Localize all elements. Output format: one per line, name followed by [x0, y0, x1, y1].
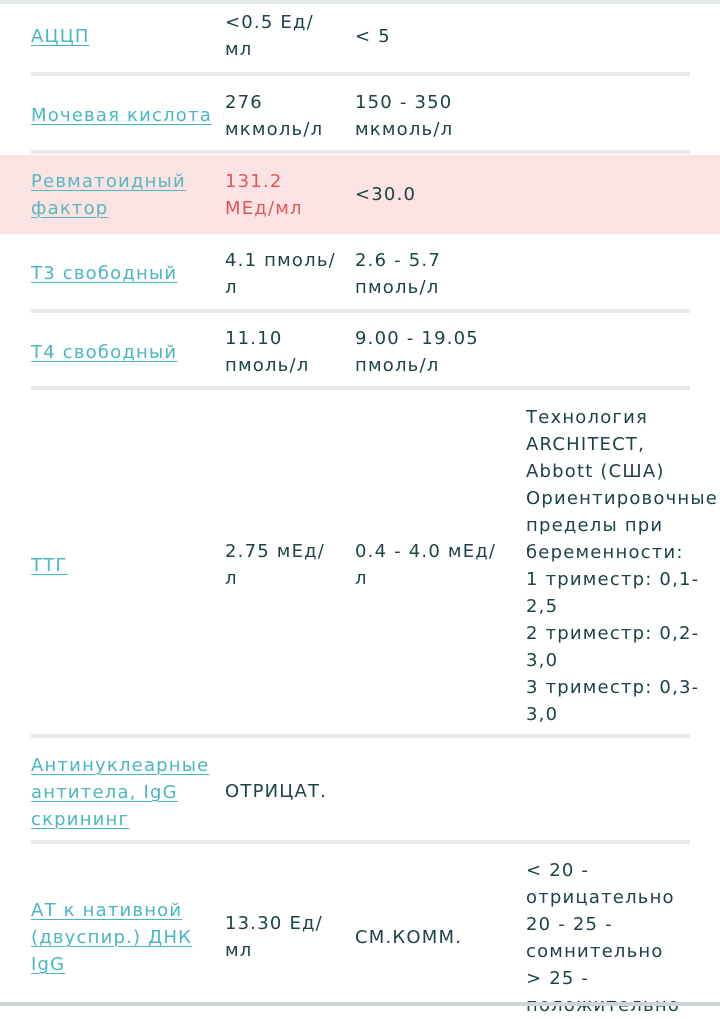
result-value: <0.5 Ед/ мл — [225, 12, 314, 60]
reference-range: < 5 — [355, 26, 391, 47]
table-row-abnormal — [0, 155, 720, 234]
test-name-link[interactable]: АЦЦП — [31, 26, 90, 47]
test-name-link[interactable]: АТ к нативной (двуспир.) ДНК IgG — [31, 900, 193, 975]
table-row — [0, 844, 720, 1006]
test-comment: < 20 - отрицательно 20 - 25 - сомнительно > 25 - — [526, 860, 675, 989]
test-name-link[interactable]: Мочевая кислота — [31, 105, 212, 126]
result-value: 11.10 пмоль/л — [225, 328, 310, 376]
table-row — [0, 738, 720, 840]
reference-range: 2.6 - 5.7 пмоль/л — [355, 250, 441, 298]
reference-range: СМ.КОММ. — [355, 927, 463, 948]
table-row — [0, 390, 720, 734]
reference-range: 0.4 - 4.0 мЕд/ л — [355, 541, 497, 589]
reference-range: 150 - 350 мкмоль/л — [355, 92, 454, 140]
table-row — [0, 76, 720, 150]
result-value: 13.30 Ед/ мл — [225, 913, 323, 961]
table-row — [0, 234, 720, 309]
row-divider — [31, 150, 690, 154]
test-name-link[interactable]: Ревматоидный фактор — [31, 171, 186, 219]
table-row — [0, 313, 720, 386]
result-value: 2.75 мЕд/ л — [225, 541, 326, 589]
reference-range: 9.00 - 19.05 пмоль/л — [355, 328, 479, 376]
table-row — [0, 0, 720, 72]
reference-range: <30.0 — [355, 184, 417, 205]
result-value-high: 131.2 МЕд/мл — [225, 171, 303, 219]
test-name-link[interactable]: ТТГ — [31, 555, 68, 576]
test-name-link[interactable]: Т4 свободный — [31, 342, 178, 363]
test-name-link[interactable]: Т3 свободный — [31, 263, 178, 284]
test-name-link[interactable]: Антинуклеарные антитела, IgG скрининг — [31, 755, 210, 830]
result-value: ОТРИЦАТ. — [225, 781, 328, 802]
test-comment: Технология ARCHITECT, Abbott (США) Ориентировочные пределы при беременности: 1 триместр: 0,1- 2,5 2 триместр: 0,2- 3,0 3 триместр: 0,3- 3,0 — [526, 407, 719, 725]
result-value: 276 мкмоль/л — [225, 92, 324, 140]
result-value: 4.1 пмоль/ л — [225, 250, 336, 298]
bottom-divider — [0, 1002, 720, 1006]
